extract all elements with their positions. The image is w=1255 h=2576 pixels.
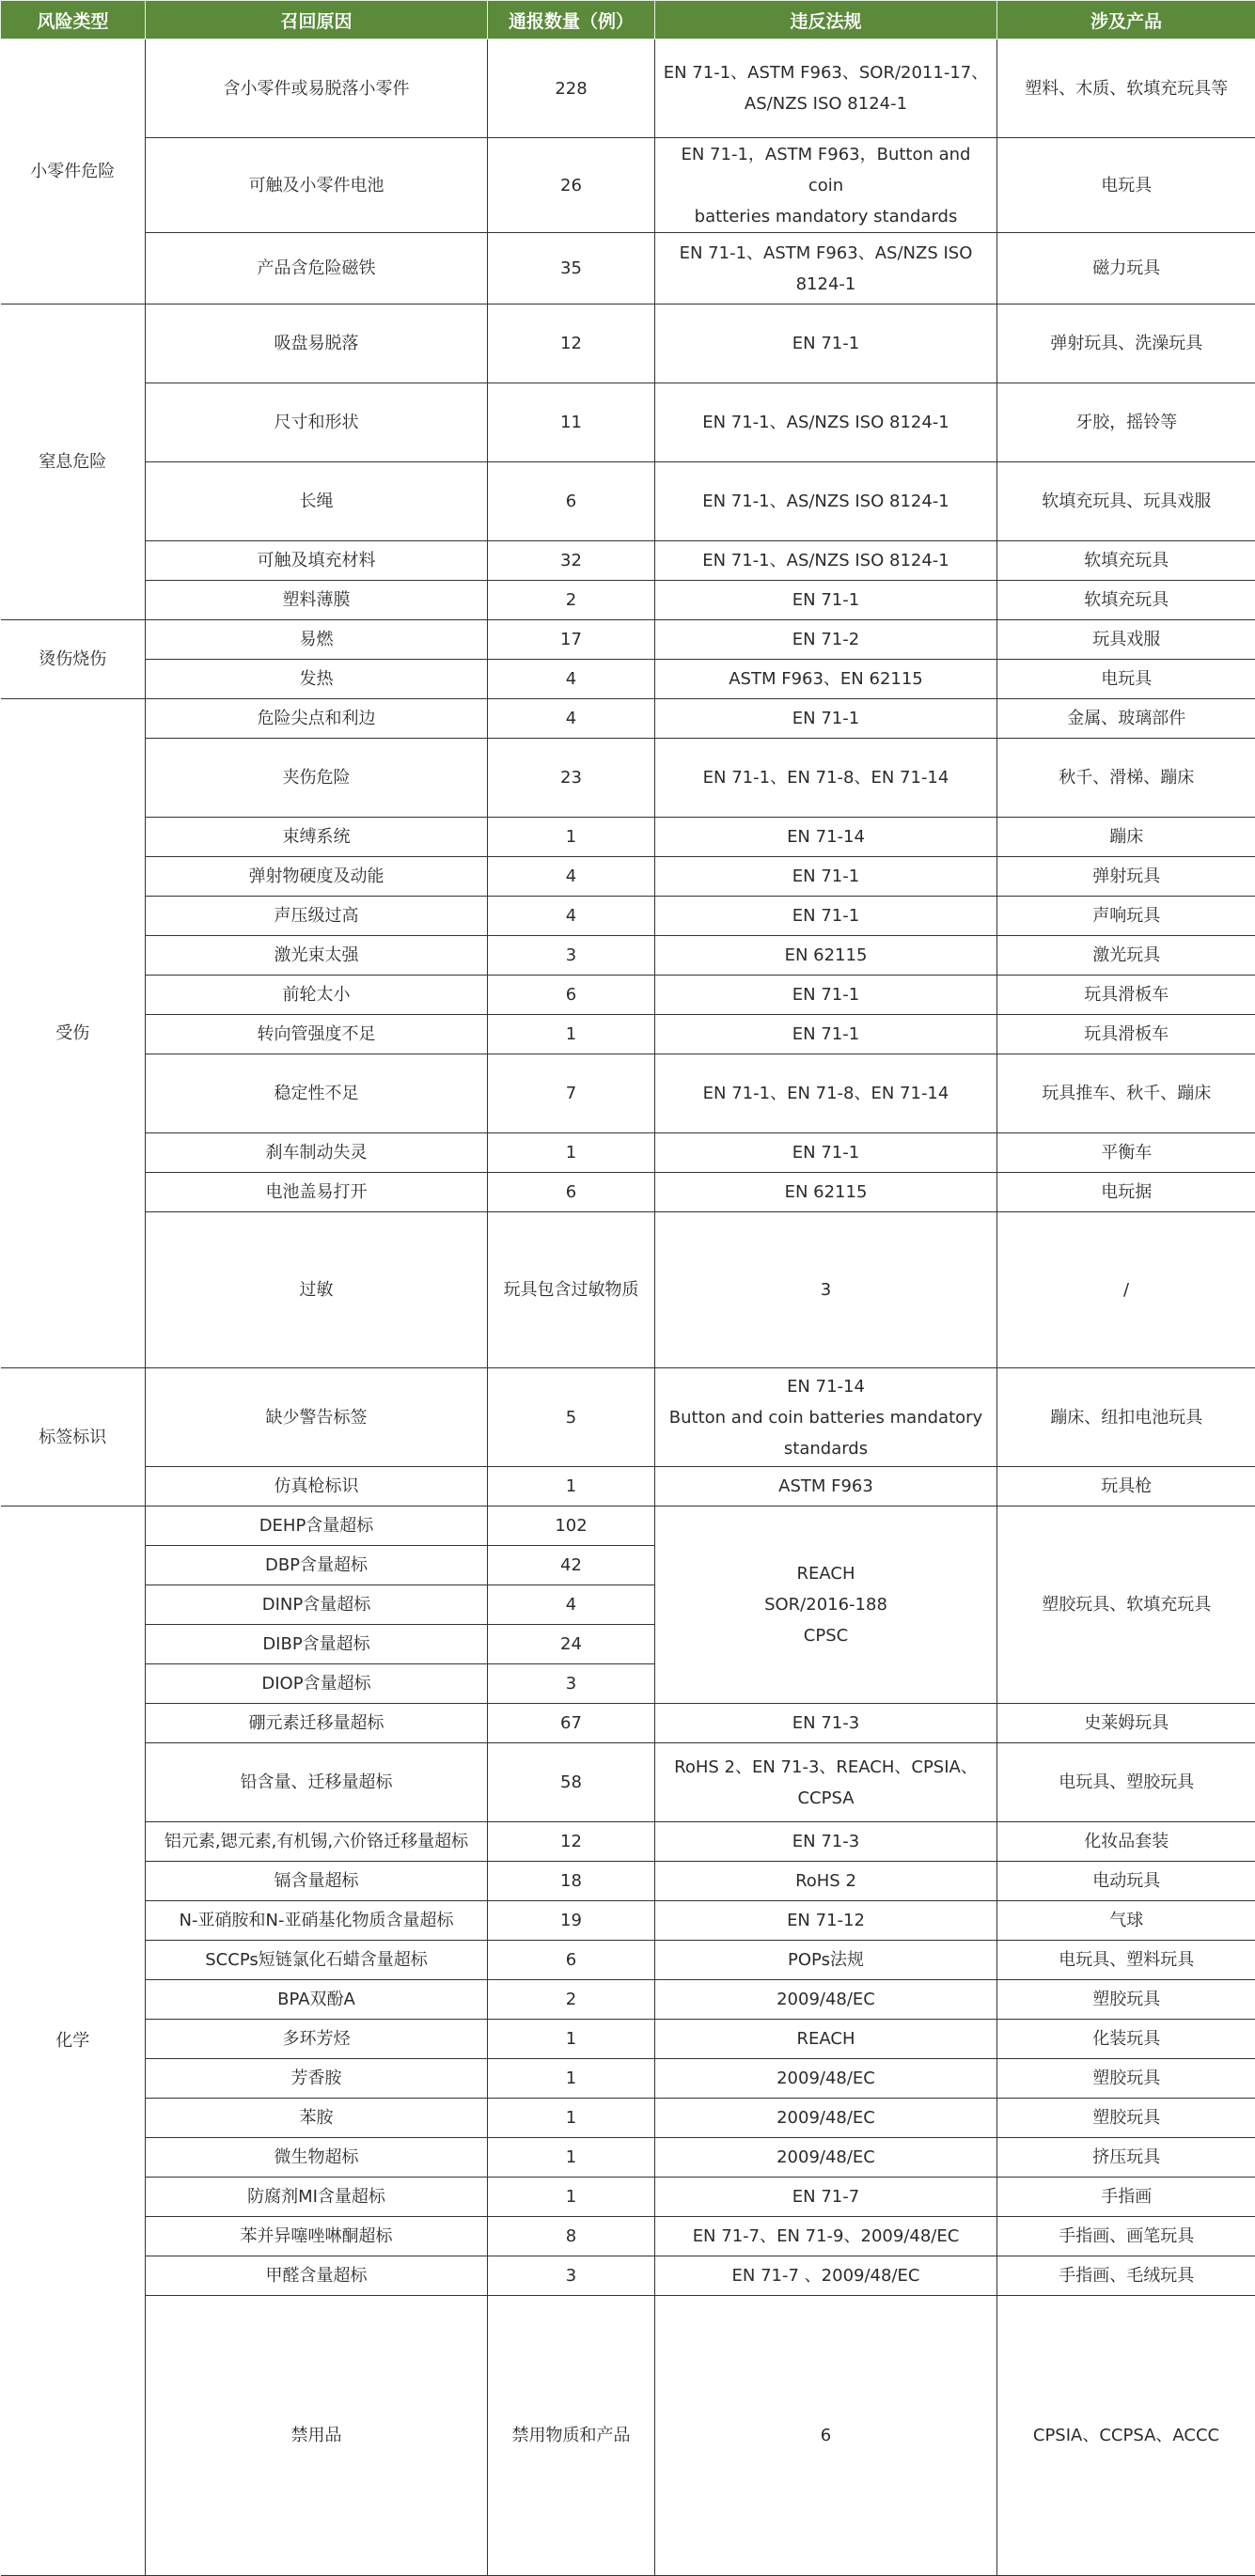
risk-type-cell: 小零件危险: [1, 39, 146, 304]
recall-reason-cell: 稳定性不足: [146, 1054, 488, 1133]
report-count-cell: 42: [488, 1546, 655, 1585]
regulation-line: EN 71-1: [661, 1019, 991, 1050]
table-row: [1, 1862, 1255, 1901]
products-cell: 玩具滑板车: [997, 976, 1255, 1015]
products-cell: 牙胶，摇铃等: [997, 383, 1255, 462]
regulation-cell: [655, 2178, 997, 2217]
recall-reason-cell: 可触及小零件电池: [146, 138, 488, 233]
recall-reason-cell: 微生物超标: [146, 2138, 488, 2178]
report-count-cell: 3: [655, 1212, 997, 1368]
regulation-line: 8124-1: [661, 269, 991, 300]
products-cell: 塑胶玩具: [997, 2059, 1255, 2099]
regulation-line: EN 71-1: [661, 900, 991, 931]
report-count-cell: 1: [488, 2099, 655, 2138]
recall-reason-cell: DBP含量超标: [146, 1546, 488, 1585]
regulation-line: REACH: [661, 1558, 991, 1589]
recall-reason-cell: 发热: [146, 660, 488, 699]
recall-reason-cell: DEHP含量超标: [146, 1507, 488, 1546]
regulation-line: EN 71-1，ASTM F963，Button and coin: [661, 139, 991, 201]
products-cell: 手指画: [997, 2178, 1255, 2217]
report-count-cell: 1: [488, 2138, 655, 2178]
table-row: [1, 233, 1255, 304]
table-row: [1, 2099, 1255, 2138]
products-cell: 史莱姆玩具: [997, 1704, 1255, 1743]
report-count-cell: 26: [488, 138, 655, 233]
products-cell: 化妆品套装: [997, 1822, 1255, 1862]
header-row: [1, 1, 1255, 39]
recall-reason-cell: 塑料薄膜: [146, 581, 488, 620]
table-row: [1, 818, 1255, 857]
recall-reason-cell: 吸盘易脱落: [146, 304, 488, 383]
report-count-cell: 12: [488, 304, 655, 383]
products-cell: 软填充玩具: [997, 541, 1255, 581]
table-row: [1, 1507, 1255, 1546]
regulation-line: EN 71-1、AS/NZS ISO 8124-1: [661, 545, 991, 576]
recall-reason-cell: 芳香胺: [146, 2059, 488, 2099]
report-count-cell: 3: [488, 1664, 655, 1704]
regulation-line: EN 71-1: [661, 861, 991, 892]
regulation-cell: [655, 818, 997, 857]
report-count-cell: 6: [488, 1173, 655, 1212]
report-count-cell: 23: [488, 739, 655, 818]
regulation-line: EN 71-3: [661, 1708, 991, 1739]
recall-reason-cell: BPA双酚A: [146, 1980, 488, 2020]
table-row: [1, 1980, 1255, 2020]
risk-type-cell: 化学: [1, 1507, 146, 2576]
regulation-cell: [655, 976, 997, 1015]
risk-type-cell: 受伤: [1, 699, 146, 1368]
recall-reason-cell: 激光束太强: [146, 936, 488, 976]
products-cell: 电玩具: [997, 660, 1255, 699]
report-count-cell: 6: [488, 976, 655, 1015]
table-row: [1, 1743, 1255, 1822]
products-cell: 激光玩具: [997, 936, 1255, 976]
products-cell: 电玩具: [997, 138, 1255, 233]
regulation-line: EN 71-7 、2009/48/EC: [661, 2260, 991, 2291]
report-count-cell: 7: [488, 1054, 655, 1133]
regulation-cell: [655, 304, 997, 383]
regulation-cell: [655, 699, 997, 739]
products-cell: 电玩具、塑胶玩具: [997, 1743, 1255, 1822]
table-row: [1, 936, 1255, 976]
regulation-line: EN 71-1、EN 71-8、EN 71-14: [661, 762, 991, 793]
report-count-cell: 1: [488, 1467, 655, 1507]
recall-reason-cell: 束缚系统: [146, 818, 488, 857]
regulation-cell: [655, 39, 997, 138]
table-row: [1, 739, 1255, 818]
regulation-cell: [655, 1980, 997, 2020]
regulation-line: EN 71-2: [661, 624, 991, 655]
report-count-cell: 6: [488, 1941, 655, 1980]
regulation-line: Button and coin batteries mandatory: [661, 1402, 991, 1433]
regulation-cell: [655, 1822, 997, 1862]
table-row: [1, 138, 1255, 233]
regulation-cell: [655, 936, 997, 976]
table-row: [1, 1901, 1255, 1941]
regulation-line: AS/NZS ISO 8124-1: [661, 88, 991, 119]
recall-reason-cell: 声压级过高: [146, 897, 488, 936]
regulation-line: EN 71-3: [661, 1826, 991, 1857]
regulation-cell: [655, 897, 997, 936]
recall-reason-cell: 刹车制动失灵: [146, 1133, 488, 1173]
table-row: [1, 857, 1255, 897]
products-cell: 玩具枪: [997, 1467, 1255, 1507]
products-cell: 玩具戏服: [997, 620, 1255, 660]
report-count-cell: 4: [488, 857, 655, 897]
regulation-line: EN 71-7: [661, 2181, 991, 2212]
regulation-cell: [655, 541, 997, 581]
header-report-count: 通报数量（例）: [488, 1, 655, 39]
regulation-cell: [655, 660, 997, 699]
report-count-cell: 6: [488, 462, 655, 541]
table-row: [1, 1467, 1255, 1507]
regulation-cell: [655, 1862, 997, 1901]
regulation-line: EN 71-1: [661, 979, 991, 1010]
recall-reason-cell: DINP含量超标: [146, 1585, 488, 1625]
regulation-cell: [655, 2099, 997, 2138]
regulation-cell: [655, 1054, 997, 1133]
regulation-line: CPSC: [661, 1620, 991, 1651]
regulation-cell: [655, 1173, 997, 1212]
regulation-cell: [997, 1212, 1255, 1368]
report-count-cell: 2: [488, 581, 655, 620]
products-cell: 玩具推车、秋千、蹦床: [997, 1054, 1255, 1133]
recall-reason-cell: 夹伤危险: [146, 739, 488, 818]
regulation-cell: [655, 739, 997, 818]
table-row: [1, 2296, 1255, 2576]
recall-reason-cell: 产品含危险磁铁: [146, 233, 488, 304]
report-count-cell: 18: [488, 1862, 655, 1901]
products-cell: 秋千、滑梯、蹦床: [997, 739, 1255, 818]
regulation-cell: [655, 1507, 997, 1704]
products-cell: 电动玩具: [997, 1862, 1255, 1901]
regulation-line: EN 71-12: [661, 1905, 991, 1936]
regulation-line: ASTM F963、EN 62115: [661, 664, 991, 695]
report-count-cell: 11: [488, 383, 655, 462]
regulation-cell: [655, 1743, 997, 1822]
products-cell: 蹦床、纽扣电池玩具: [997, 1368, 1255, 1467]
regulation-cell: [655, 138, 997, 233]
header-recall-reason: 召回原因: [146, 1, 488, 39]
regulation-line: EN 71-1: [661, 585, 991, 616]
regulation-cell: [997, 2296, 1255, 2576]
risk-type-cell: 标签标识: [1, 1368, 146, 1507]
regulation-cell: [655, 383, 997, 462]
regulation-line: RoHS 2: [661, 1866, 991, 1897]
recall-reason-cell: 电池盖易打开: [146, 1173, 488, 1212]
report-count-cell: 4: [488, 660, 655, 699]
regulation-cell: [655, 2020, 997, 2059]
risk-type-cell: 禁用品: [146, 2296, 488, 2576]
regulation-line: EN 71-1: [661, 1137, 991, 1168]
recall-reason-cell: 仿真枪标识: [146, 1467, 488, 1507]
products-cell: 平衡车: [997, 1133, 1255, 1173]
report-count-cell: 32: [488, 541, 655, 581]
table-row: [1, 1212, 1255, 1368]
regulation-line: EN 71-1: [661, 328, 991, 359]
regulation-line: EN 71-1、ASTM F963、SOR/2011-17、: [661, 57, 991, 88]
products-cell: 手指画、画笔玩具: [997, 2217, 1255, 2256]
table-row: [1, 1054, 1255, 1133]
risk-type-cell: 窒息危险: [1, 304, 146, 620]
products-cell: 金属、玻璃部件: [997, 699, 1255, 739]
report-count-cell: 5: [488, 1368, 655, 1467]
regulation-cell: [655, 1901, 997, 1941]
recall-reason-cell: SCCPs短链氯化石蜡含量超标: [146, 1941, 488, 1980]
report-count-cell: 2: [488, 1980, 655, 2020]
table-row: [1, 1941, 1255, 1980]
products-cell: 塑胶玩具、软填充玩具: [997, 1507, 1255, 1704]
recall-reason-cell: 危险尖点和利边: [146, 699, 488, 739]
recall-reason-cell: 多环芳烃: [146, 2020, 488, 2059]
regulation-line: EN 62115: [661, 940, 991, 971]
risk-type-cell: 烫伤烧伤: [1, 620, 146, 699]
products-cell: 声响玩具: [997, 897, 1255, 936]
recall-reason-cell: 尺寸和形状: [146, 383, 488, 462]
regulation-line: EN 71-14: [661, 821, 991, 852]
products-cell: 气球: [997, 1901, 1255, 1941]
recall-reason-cell: 缺少警告标签: [146, 1368, 488, 1467]
products-cell: 弹射玩具: [997, 857, 1255, 897]
table-row: [1, 39, 1255, 138]
table-row: [1, 897, 1255, 936]
report-count-cell: 228: [488, 39, 655, 138]
regulation-line: EN 71-1: [661, 703, 991, 734]
recall-reason-cell: 转向管强度不足: [146, 1015, 488, 1054]
report-count-cell: 102: [488, 1507, 655, 1546]
regulation-line: REACH: [661, 2023, 991, 2054]
recall-reason-cell: 铅含量、迁移量超标: [146, 1743, 488, 1822]
regulation-line: batteries mandatory standards: [661, 201, 991, 232]
regulation-line: RoHS 2、EN 71-3、REACH、CPSIA、: [661, 1752, 991, 1783]
risk-type-cell: 过敏: [146, 1212, 488, 1368]
report-count-cell: 1: [488, 2020, 655, 2059]
table-row: [1, 620, 1255, 660]
recall-reason-cell: 可触及填充材料: [146, 541, 488, 581]
table-row: [1, 2217, 1255, 2256]
regulation-cell: [655, 2217, 997, 2256]
report-count-cell: 67: [488, 1704, 655, 1743]
recall-reason-cell: 长绳: [146, 462, 488, 541]
recall-reason-cell: N-亚硝胺和N-亚硝基化物质含量超标: [146, 1901, 488, 1941]
report-count-cell: 3: [488, 2256, 655, 2296]
regulation-line: EN 71-1、AS/NZS ISO 8124-1: [661, 486, 991, 517]
report-count-cell: 1: [488, 1133, 655, 1173]
table-row: [1, 976, 1255, 1015]
regulation-cell: [655, 581, 997, 620]
report-count-cell: 4: [488, 897, 655, 936]
products-cell: 电玩据: [997, 1173, 1255, 1212]
products-cell: 磁力玩具: [997, 233, 1255, 304]
table-row: [1, 304, 1255, 383]
regulation-line: EN 71-1、ASTM F963、AS/NZS ISO: [661, 238, 991, 269]
recall-reason-cell: 苯胺: [146, 2099, 488, 2138]
header-violated-regulation: 违反法规: [655, 1, 997, 39]
regulation-cell: [655, 1941, 997, 1980]
products-cell: 塑胶玩具: [997, 1980, 1255, 2020]
regulation-line: EN 71-7、EN 71-9、2009/48/EC: [661, 2221, 991, 2252]
report-count-cell: 3: [488, 936, 655, 976]
products-cell: 塑胶玩具: [997, 2099, 1255, 2138]
regulation-line: POPs法规: [661, 1944, 991, 1975]
recall-reason-cell: 镉含量超标: [146, 1862, 488, 1901]
table-row: [1, 541, 1255, 581]
table-row: [1, 660, 1255, 699]
table-row: [1, 581, 1255, 620]
header-products: 涉及产品: [997, 1, 1255, 39]
regulation-line: EN 71-1、EN 71-8、EN 71-14: [661, 1078, 991, 1109]
recall-reason-cell: 含小零件或易脱落小零件: [146, 39, 488, 138]
table-row: [1, 1822, 1255, 1862]
recall-reason-cell: DIBP含量超标: [146, 1625, 488, 1664]
regulation-line: EN 62115: [661, 1177, 991, 1208]
header-risk-type: 风险类型: [1, 1, 146, 39]
report-count-cell: 58: [488, 1743, 655, 1822]
recall-reason-cell: 前轮太小: [146, 976, 488, 1015]
regulation-line: 2009/48/EC: [661, 2102, 991, 2133]
report-count-cell: 4: [488, 699, 655, 739]
report-count-cell: 6: [655, 2296, 997, 2576]
recall-reason-cell: 易燃: [146, 620, 488, 660]
report-count-cell: 19: [488, 1901, 655, 1941]
products-cell: 塑料、木质、软填充玩具等: [997, 39, 1255, 138]
regulation-line: 2009/48/EC: [661, 1984, 991, 2015]
table-row: [1, 2138, 1255, 2178]
table-row: [1, 383, 1255, 462]
table-row: [1, 699, 1255, 739]
table-row: [1, 1704, 1255, 1743]
products-cell: 软填充玩具: [997, 581, 1255, 620]
products-cell: 手指画、毛绒玩具: [997, 2256, 1255, 2296]
table-row: [1, 1133, 1255, 1173]
report-count-cell: 1: [488, 1015, 655, 1054]
table-row: [1, 1173, 1255, 1212]
regulation-cell: [655, 1704, 997, 1743]
recall-reason-cell: 弹射物硬度及动能: [146, 857, 488, 897]
regulation-cell: [655, 857, 997, 897]
report-count-cell: 24: [488, 1625, 655, 1664]
recall-reason-cell: 禁用物质和产品: [488, 2296, 655, 2576]
report-count-cell: 4: [488, 1585, 655, 1625]
products-cell: 电玩具、塑料玩具: [997, 1941, 1255, 1980]
table-row: [1, 2020, 1255, 2059]
regulation-line: standards: [661, 1433, 991, 1464]
products-cell: 玩具滑板车: [997, 1015, 1255, 1054]
report-count-cell: 8: [488, 2217, 655, 2256]
regulation-cell: [655, 1133, 997, 1173]
regulation-line: 2009/48/EC: [661, 2142, 991, 2173]
table-row: [1, 462, 1255, 541]
recall-reason-cell: 硼元素迁移量超标: [146, 1704, 488, 1743]
table-row: [1, 2178, 1255, 2217]
regulation-line: ASTM F963: [661, 1471, 991, 1502]
regulation-line: /: [1003, 1274, 1249, 1305]
table-row: [1, 1015, 1255, 1054]
recall-reason-cell: 玩具包含过敏物质: [488, 1212, 655, 1368]
regulation-line: SOR/2016-188: [661, 1589, 991, 1620]
regulation-cell: [655, 2138, 997, 2178]
products-cell: 蹦床: [997, 818, 1255, 857]
recall-reason-cell: 甲醛含量超标: [146, 2256, 488, 2296]
regulation-line: CPSIA、CCPSA、ACCC: [1003, 2420, 1249, 2451]
products-cell: 弹射玩具、洗澡玩具: [997, 304, 1255, 383]
recall-reason-cell: 防腐剂MI含量超标: [146, 2178, 488, 2217]
table-row: [1, 2059, 1255, 2099]
recall-reason-cell: DIOP含量超标: [146, 1664, 488, 1704]
regulation-cell: [655, 620, 997, 660]
report-count-cell: 35: [488, 233, 655, 304]
products-cell: 化装玩具: [997, 2020, 1255, 2059]
report-count-cell: 1: [488, 818, 655, 857]
report-count-cell: 1: [488, 2178, 655, 2217]
recall-reason-cell: 苯并异噻唑啉酮超标: [146, 2217, 488, 2256]
regulation-cell: [655, 233, 997, 304]
regulation-line: EN 71-1、AS/NZS ISO 8124-1: [661, 407, 991, 438]
regulation-cell: [655, 462, 997, 541]
recall-reason-cell: 铝元素,锶元素,有机锡,六价铬迁移量超标: [146, 1822, 488, 1862]
regulation-cell: [655, 1467, 997, 1507]
report-count-cell: 17: [488, 620, 655, 660]
products-cell: 软填充玩具、玩具戏服: [997, 462, 1255, 541]
products-cell: 挤压玩具: [997, 2138, 1255, 2178]
regulation-cell: [655, 1015, 997, 1054]
table-row: [1, 1368, 1255, 1467]
regulation-line: CCPSA: [661, 1783, 991, 1814]
regulation-cell: [655, 2059, 997, 2099]
table-body: [1, 39, 1255, 2576]
regulation-line: 2009/48/EC: [661, 2063, 991, 2094]
regulation-cell: [655, 1368, 997, 1467]
report-count-cell: 12: [488, 1822, 655, 1862]
regulation-line: EN 71-14: [661, 1371, 991, 1402]
report-count-cell: 1: [488, 2059, 655, 2099]
